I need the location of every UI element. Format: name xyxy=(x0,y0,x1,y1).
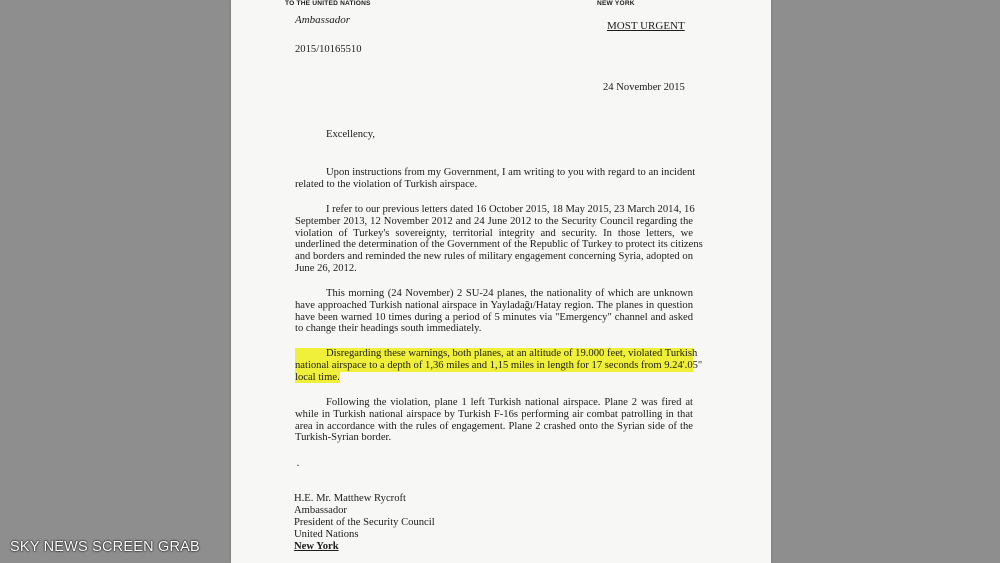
paragraph-line: area in accordance with the rules of engagement. Plane 2 crashed onto the Syrian side of the xyxy=(295,420,693,432)
highlighted-line: local time. xyxy=(295,371,340,383)
paragraph-line: have approached Turkish national airspace in Yayladağı/Hatay region. The planes in question xyxy=(295,299,693,311)
paragraph-line: June 26, 2012. xyxy=(295,262,357,274)
paragraph-line: I refer to our previous letters dated 16 October 2015, 18 May 2015, 23 March 2014, 16 xyxy=(326,204,695,215)
paragraph-line: to change their headings south immediately. xyxy=(295,323,482,335)
addressee-title: Ambassador xyxy=(294,505,347,516)
paragraph-5 xyxy=(295,397,693,444)
priority-label: MOST URGENT xyxy=(607,20,685,32)
highlighted-line-wrap xyxy=(295,372,693,384)
paragraph-line: underlined the determination of the Government of the Republic of Turkey to protect its citizens xyxy=(295,239,703,251)
city-header: NEW YORK xyxy=(597,0,635,7)
paragraph-line: while in Turkish national airspace by Turkish F-16s performing air combat patrolling in that xyxy=(295,408,693,420)
paragraph-line: Turkish-Syrian border. xyxy=(295,432,392,444)
letter-page xyxy=(231,0,771,563)
signature-title: Ambassador xyxy=(295,14,351,26)
highlighted-line: national airspace to a depth of 1,36 miles and 1,15 miles in length for 17 seconds from 9.24'.05" xyxy=(295,359,703,371)
screen-grab-caption: SKY NEWS SCREEN GRAB xyxy=(10,539,200,555)
paragraph-line: and borders and reminded the new rules of military engagement concerning Syria, adopted on xyxy=(295,251,693,263)
paragraph-line: related to the violation of Turkish airspace. xyxy=(295,178,478,190)
paragraph-line: Upon instructions from my Government, I am writing to you with regard to an incident xyxy=(326,167,696,178)
reference-number: 2015/10165510 xyxy=(295,44,362,55)
letter-date: 24 November 2015 xyxy=(603,82,685,93)
paragraph-4-highlighted xyxy=(295,348,703,383)
addressee-name: H.E. Mr. Matthew Rycroft xyxy=(294,493,406,504)
highlighted-line: Disregarding these warnings, both planes, at an altitude of 19.000 feet, violated Turkish xyxy=(295,348,693,360)
paragraph-line: have been warned 10 times during a period of 5 minutes via "Emergency" channel and asked xyxy=(295,311,693,323)
paragraph-3 xyxy=(295,288,693,335)
paragraph-1 xyxy=(295,167,696,191)
paragraph-line: September 2013, 12 November 2012 and 24 June 2012 to the Security Council regarding the xyxy=(295,215,693,227)
salutation: Excellency, xyxy=(326,129,376,140)
paragraph-line: This morning (24 November) 2 SU-24 planes, the nationality of which are unknown xyxy=(326,288,693,299)
paragraph-line: Following the violation, plane 1 left Turkish national airspace. Plane 2 was fired at xyxy=(326,397,693,408)
addressee-org: United Nations xyxy=(294,529,359,540)
addressee-role: President of the Security Council xyxy=(294,517,435,528)
mission-line: TO THE UNITED NATIONS xyxy=(285,0,371,7)
addressee-city: New York xyxy=(294,541,339,552)
paragraph-2 xyxy=(295,204,703,275)
paragraph-line: violation of Turkey's sovereignty, territorial integrity and security. In those letters, we xyxy=(295,227,693,239)
stray-mark: · xyxy=(296,458,300,472)
